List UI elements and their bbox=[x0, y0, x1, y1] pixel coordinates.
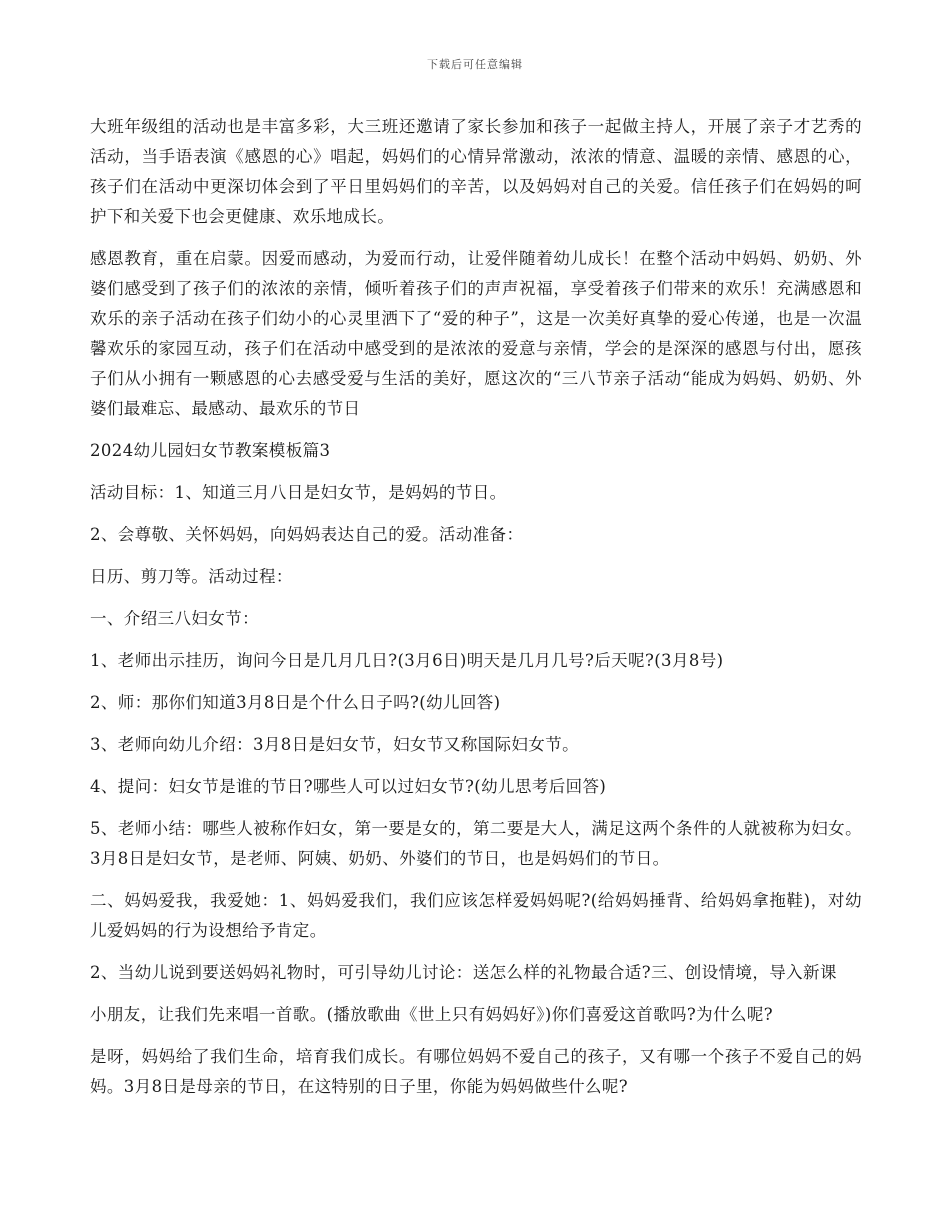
paragraph-intro: 大班年级组的活动也是丰富多彩，大三班还邀请了家长参加和孩子一起做主持人，开展了亲子才艺秀的活动，当手语表演《感恩的心》唱起，妈妈们的心情异常激动，浓浓的情意、温暖的亲情、感恩的心，孩子们在活动中更深切体会到了平日里妈妈们的辛苦，以及妈妈对自己的关爱。信任孩子们在妈妈的呵护下和关爱下也会更健康、欢乐地成长。 bbox=[90, 117, 862, 226]
document-body bbox=[90, 112, 862, 1114]
paragraph-step-1-2: 2、师：那你们知道3月8日是个什么日子吗?(幼儿回答) bbox=[90, 693, 501, 712]
paragraph-step-two: 二、妈妈爱我，我爱她：1、妈妈爱我们，我们应该怎样爱妈妈呢?(给妈妈捶背、给妈妈拿拖鞋)，对幼儿爱妈妈的行为设想给予肯定。 bbox=[90, 891, 862, 940]
paragraph-closing: 是呀，妈妈给了我们生命，培育我们成长。有哪位妈妈不爱自己的孩子，又有哪一个孩子不爱自己的妈妈。3月8日是母亲的节日，在这特别的日子里，你能为妈妈做些什么呢? bbox=[90, 1047, 862, 1096]
page-header: 下载后可任意编辑 bbox=[427, 58, 523, 71]
paragraph-step-1-1: 1、老师出示挂历，询问今日是几月几日?(3月6日)明天是几月几号?后天呢?(3月8号) bbox=[90, 651, 724, 670]
paragraph-step-one: 一、介绍三八妇女节： bbox=[90, 609, 259, 628]
paragraph-goal-2: 2、会尊敬、关怀妈妈，向妈妈表达自己的爱。活动准备： bbox=[90, 525, 524, 544]
paragraph-step-1-3: 3、老师向幼儿介绍：3月8日是妇女节，妇女节又称国际妇女节。 bbox=[90, 735, 579, 754]
paragraph-materials: 日历、剪刀等。活动过程： bbox=[90, 567, 293, 586]
paragraph-gratitude: 感恩教育，重在启蒙。因爱而感动，为爱而行动，让爱伴随着幼儿成长！在整个活动中妈妈、奶奶、外婆们感受到了孩子们的浓浓的亲情，倾听着孩子们的声声祝福，享受着孩子们带来的欢乐！充满感恩和欢乐的亲子活动在孩子们幼小的心灵里洒下了“爱的种子”，这是一次美好真挚的爱心传递，也是一次温馨欢乐的家园互动，孩子们在活动中感受到的是浓浓的爱意与亲情，学会的是深深的感恩与付出，愿孩子们从小拥有一颗感恩的心去感受爱与生活的美好，愿这次的“三八节亲子活动“能成为妈妈、奶奶、外婆们最难忘、最感动、最欢乐的节日 bbox=[90, 249, 862, 418]
paragraph-song: 小朋友，让我们先来唱一首歌。(播放歌曲《世上只有妈妈好》)你们喜爱这首歌吗?为什么呢? bbox=[90, 1005, 774, 1024]
paragraph-step-1-5: 5、老师小结：哪些人被称作妇女，第一要是女的，第二要是大人，满足这两个条件的人就被称为妇女。3月8日是妇女节，是老师、阿姨、奶奶、外婆们的节日，也是妈妈们的节日。 bbox=[90, 819, 862, 868]
paragraph-step-1-4: 4、提问：妇女节是谁的节日?哪些人可以过妇女节?(幼儿思考后回答) bbox=[90, 777, 607, 796]
section-title: 2024幼儿园妇女节教案模板篇3 bbox=[90, 441, 331, 460]
paragraph-step-2-2: 2、当幼儿说到要送妈妈礼物时，可引导幼儿讨论：送怎么样的礼物最合适?三、创设情境，导入新课 bbox=[90, 963, 837, 982]
paragraph-goal-1: 活动目标：1、知道三月八日是妇女节，是妈妈的节日。 bbox=[90, 483, 507, 502]
